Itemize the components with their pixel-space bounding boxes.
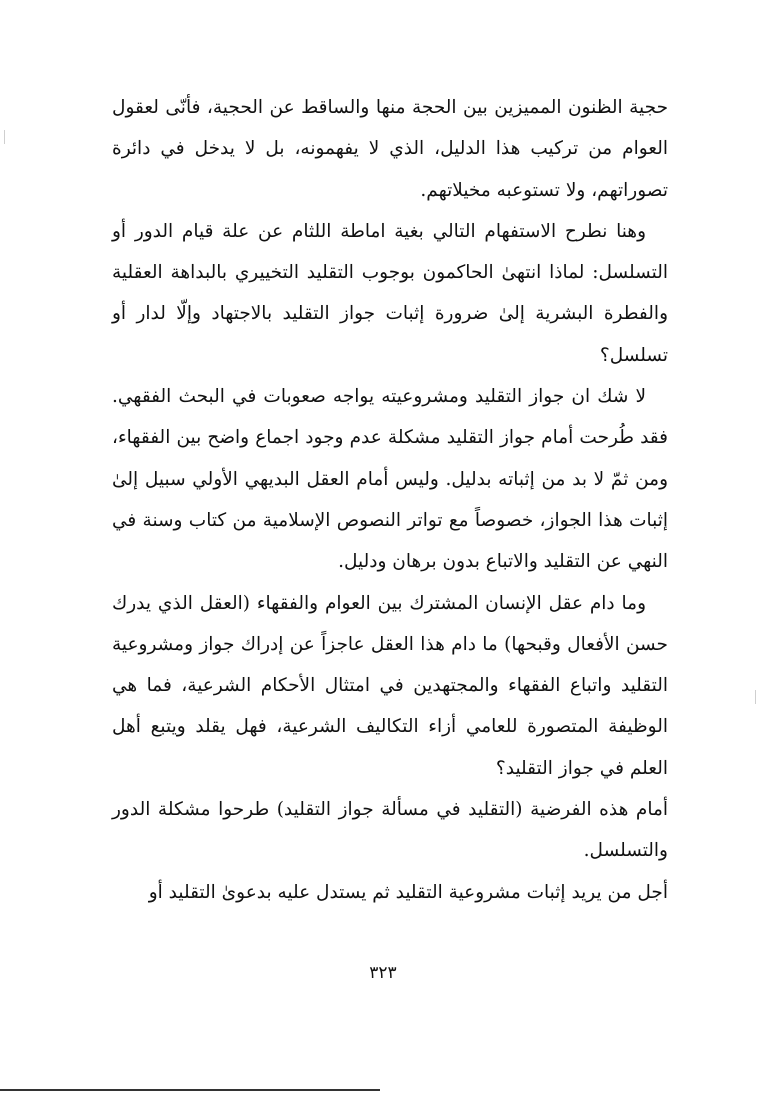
paragraph: لا شك ان جواز التقليد ومشروعيته يواجه صعوبات في البحث الفقهي. فقد طُرحت أمام جواز التقليد مشكلة عدم وجود اجماع واضح بين الفقهاء، ومن ثمّ لا بد من إثباته بدليل. وليس أمام العقل البديهي الأولي سبيل إلىٰ إثبات هذا الجواز، خصوصاً مع تواتر النصوص الإسلامية من كتاب وسنة في النهي عن التقليد والاتباع بدون برهان ودليل. xyxy=(112,386,668,573)
scan-artifact-mark xyxy=(755,690,756,704)
paragraph: أجل من يريد إثبات مشروعية التقليد ثم يستدل عليه بدعوىٰ التقليد أو xyxy=(148,881,668,903)
body-text xyxy=(112,87,668,913)
paragraph: أمام هذه الفرضية (التقليد في مسألة جواز التقليد) طرحوا مشكلة الدور والتسلسل. xyxy=(112,799,669,862)
page-number: ٣٢٣ xyxy=(369,963,397,983)
paragraph: وما دام عقل الإنسان المشترك بين العوام والفقهاء (العقل الذي يدرك حسن الأفعال وقبحها) ما دام هذا العقل عاجزاً عن إدراك جواز ومشروعية التقليد واتباع الفقهاء والمجتهدين في امتثال الأحكام الشرعية، فما هي الوظيفة المتصورة للعامي أزاء التكاليف الشرعية، فهل يقلد ويتبع أهل العلم في جواز التقليد؟ xyxy=(112,592,668,779)
scan-artifact-mark xyxy=(4,130,5,144)
scan-edge-line xyxy=(0,1089,380,1091)
paragraph: حجية الظنون المميزين بين الحجة منها والساقط عن الحجية، فأنّى لعقول العوام من تركيب هذا الدليل، الذي لا يفهمونه، بل لا يدخل في دائرة تصوراتهم، ولا تستوعبه مخيلاتهم. xyxy=(112,97,668,201)
paragraph: وهنا نطرح الاستفهام التالي بغية اماطة اللثام عن علة قيام الدور أو التسلسل: لماذا انتهىٰ الحاكمون بوجوب التقليد التخييري بالبداهة العقلية والفطرة البشرية إلىٰ ضرورة إثبات جواز التقليد بالاجتهاد وإلّا لدار أو تسلسل؟ xyxy=(112,220,668,366)
